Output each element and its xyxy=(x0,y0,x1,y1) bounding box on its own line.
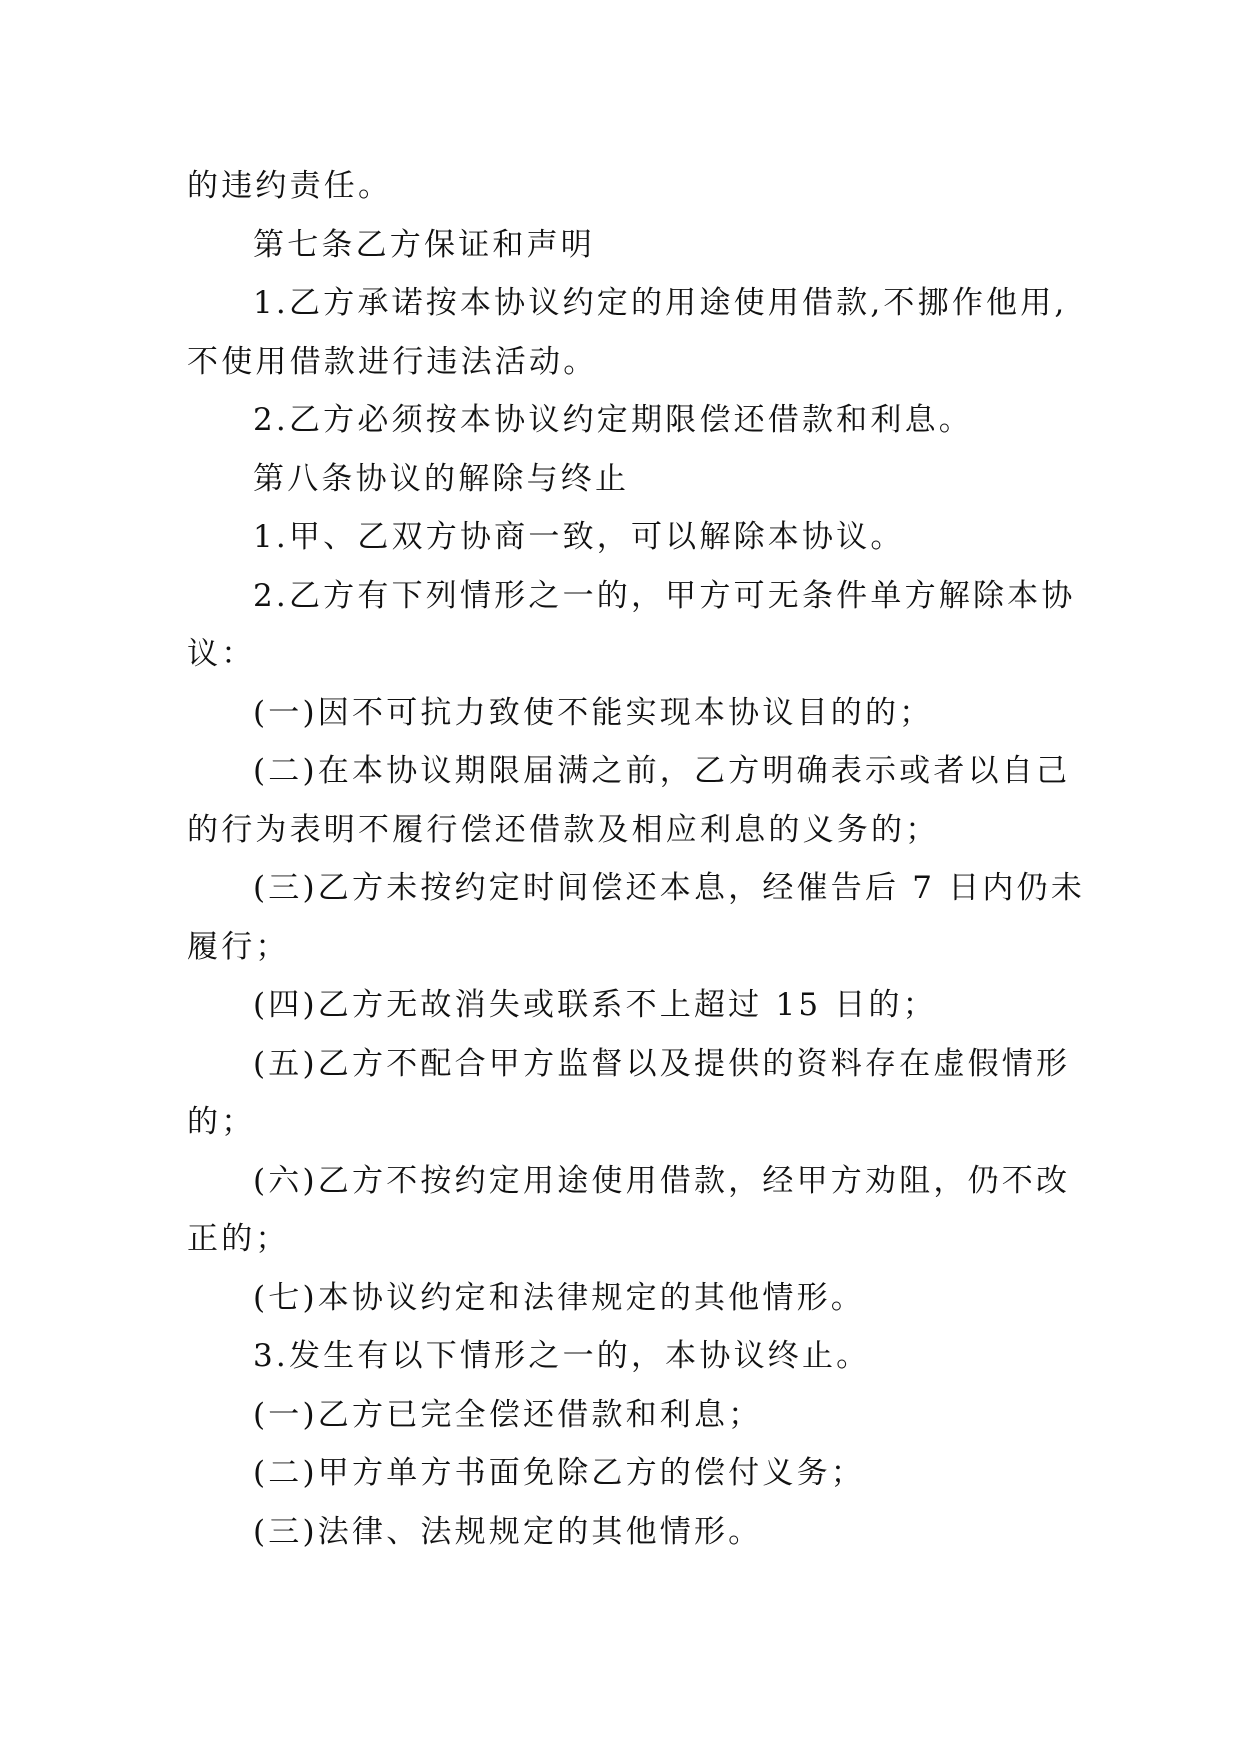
paragraph-line: 议： xyxy=(187,636,256,672)
list-item: (三)乙方未按约定时间偿还本息，经催告后 7 日内仍未 xyxy=(253,870,1086,906)
paragraph-line: 1.甲、乙双方协商一致，可以解除本协议。 xyxy=(253,519,905,555)
article-heading: 第七条乙方保证和声明 xyxy=(253,226,595,263)
list-item: (四)乙方无故消失或联系不上超过 15 日的； xyxy=(253,987,937,1023)
paragraph-line: 3.发生有以下情形之一的，本协议终止。 xyxy=(253,1338,871,1374)
list-item: (七)本协议约定和法律规定的其他情形。 xyxy=(253,1279,865,1316)
document-body xyxy=(187,157,1086,1561)
list-item: (三)法律、法规规定的其他情形。 xyxy=(253,1513,763,1550)
paragraph-line: 的； xyxy=(187,1104,256,1140)
article-heading: 第八条协议的解除与终止 xyxy=(253,460,630,497)
paragraph-line: 履行； xyxy=(187,928,290,965)
paragraph-line: 不使用借款进行违法活动。 xyxy=(187,343,598,380)
paragraph-line: 2.乙方必须按本协议约定期限偿还借款和利息。 xyxy=(253,402,973,438)
list-item: (一)因不可抗力致使不能实现本协议目的的； xyxy=(253,694,934,731)
list-item: (六)乙方不按约定用途使用借款，经甲方劝阻，仍不改 xyxy=(253,1162,1071,1199)
list-item: (五)乙方不配合甲方监督以及提供的资料存在虚假情形 xyxy=(253,1045,1071,1082)
paragraph-line: 的违约责任。 xyxy=(187,168,393,204)
list-item: (一)乙方已完全偿还借款和利息； xyxy=(253,1396,763,1433)
paragraph-line: 的行为表明不履行偿还借款及相应利息的义务的； xyxy=(187,811,940,848)
paragraph-line: 正的； xyxy=(187,1221,290,1257)
list-item: (二)在本协议期限届满之前，乙方明确表示或者以自己 xyxy=(253,753,1071,789)
paragraph-line: 1.乙方承诺按本协议约定的用途使用借款,不挪作他用, xyxy=(253,285,1068,321)
paragraph-line: 2.乙方有下列情形之一的，甲方可无条件单方解除本协 xyxy=(253,577,1076,614)
list-item: (二)甲方单方书面免除乙方的偿付义务； xyxy=(253,1455,865,1491)
